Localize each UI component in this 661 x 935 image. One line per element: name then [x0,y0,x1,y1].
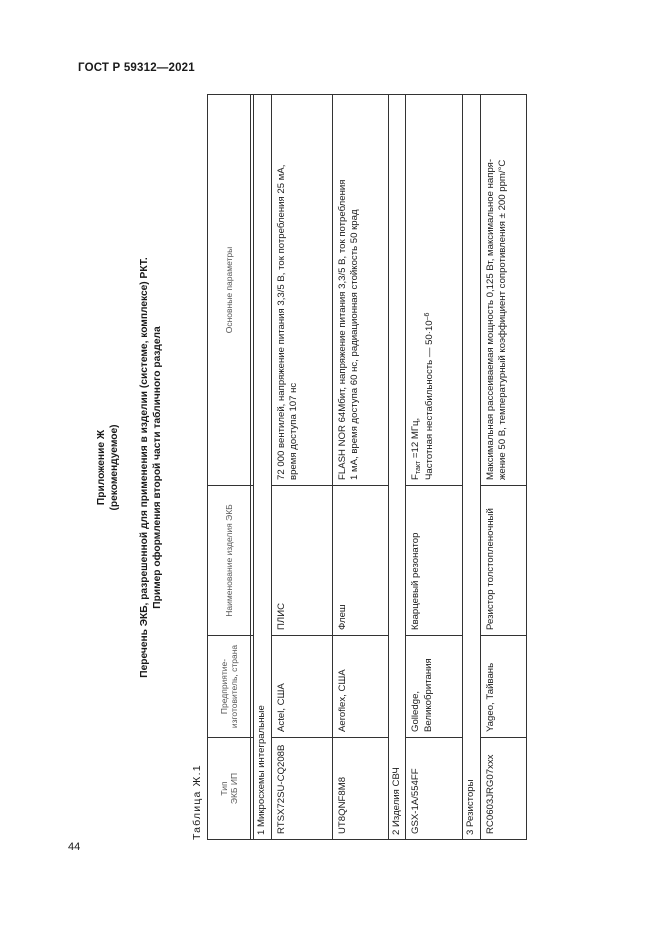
stability-line: Частотная нестабильность — $50\cdot 10^{-6}$ [423,312,435,480]
appendix-heading-line2: Пример оформления второй части табличного раздела [152,326,163,609]
cell-name: ПЛИС [271,486,332,636]
column-header-name: Наименование изделия ЭКБ [208,486,251,636]
table-row [480,95,526,840]
document-header: ГОСТ Р 59312—2021 [78,62,195,74]
column-header-type: Тип ЭКБ ИП [208,738,251,840]
table-row [332,95,388,840]
cell-type: RC0603JRG07xxx [480,738,526,840]
cell-manufacturer: Golledge, Великобритания [406,636,463,738]
ekb-table [207,94,527,840]
appendix-heading-line1: Перечень ЭКБ, разрешенной для применения в изделии (системе, комплексе) РКТ. [139,257,150,678]
cell-name: Резистор толстопленочный [480,486,526,636]
column-header-params: Основные параметры [208,95,251,486]
table-row [406,95,463,840]
column-header-manufacturer: Предприятие- изготовитель, страна [208,636,251,738]
table-caption: Таблица Ж.1 [191,764,203,840]
rotated-content [95,95,508,840]
cell-type: RTSX72SU-CQ208B [271,738,332,840]
appendix-status: (рекомендуемое) [109,424,120,511]
appendix-title: Приложение Ж [96,429,107,506]
cell-params: Максимальная рассеиваемая мощность 0,125 Вт, максимальное напря- жение 50 В, температурный коэффициент сопротивления ± 200 ppm/°C [480,95,526,486]
cell-params [406,95,463,486]
page-number: 44 [68,841,81,853]
cell-type: UT8QNF8M8 [332,738,388,840]
group-row-microcircuits: 1 Микросхемы интегральные [254,95,272,840]
cell-manufacturer: Aeroflex, США [332,636,388,738]
group-row-resistors: 3 Резисторы [463,95,481,840]
group-row-microwave: 2 Изделия СВЧ [388,95,406,840]
table-row [271,95,332,840]
cell-params: FLASH NOR 64Мбит, напряжение питания 3,3/5 В, ток потребления 1 мА, время доступа 60 нс, радиационная стойкость 50 крад [332,95,388,486]
cell-params: 72 000 вентилей, напряжение питания 3,3/5 В, ток потребления 25 мА, время доступа 107 нс [271,95,332,486]
cell-manufacturer: Yageo, Тайвань [480,636,526,738]
appendix-titles [95,95,207,840]
cell-manufacturer: Actel, США [271,636,332,738]
frequency-line: $F_{такт} =12$ МГц, [410,417,422,480]
cell-name: Кварцевый резонатор [406,486,463,636]
cell-name: Флеш [332,486,388,636]
cell-type: GSX-1A/554FF [406,738,463,840]
